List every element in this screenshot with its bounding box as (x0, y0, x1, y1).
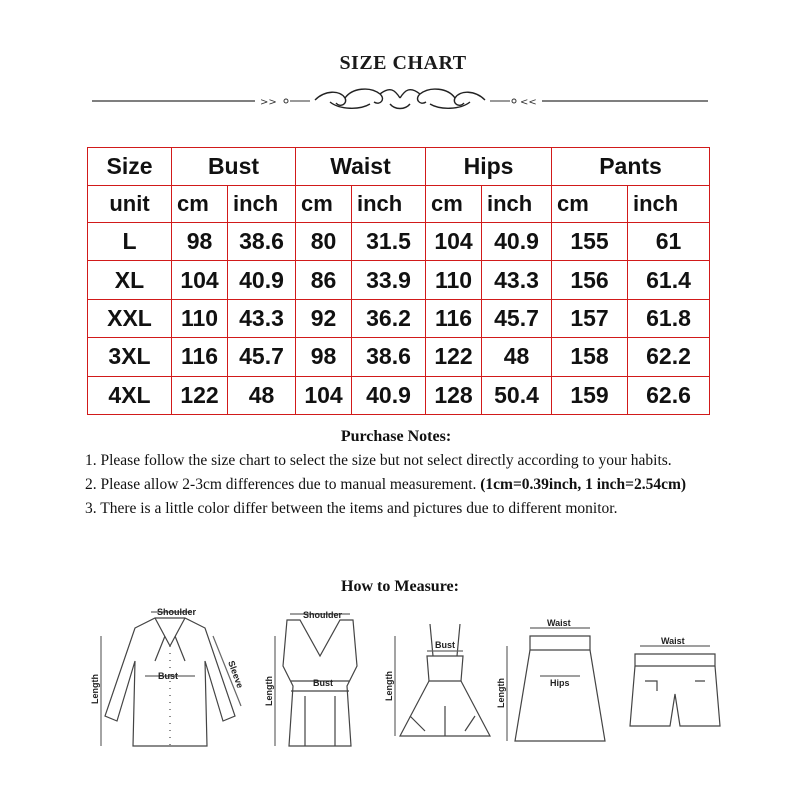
unit-cell: cm (426, 186, 482, 223)
table-cell: 61 (628, 223, 710, 261)
table-row (88, 299, 710, 337)
size-label: XXL (88, 299, 172, 337)
bust-label: Bust (313, 678, 333, 688)
note-2-text: 2. Please allow 2-3cm differences due to manual measurement. (85, 476, 481, 493)
size-label: 4XL (88, 376, 172, 414)
table-row (88, 261, 710, 299)
table-header-row (88, 148, 710, 186)
table-cell: 38.6 (228, 223, 296, 261)
sleeve-label: Sleeve (226, 659, 246, 690)
table-cell: 104 (426, 223, 482, 261)
page-title: SIZE CHART (339, 52, 467, 74)
hips-label: Hips (550, 678, 570, 688)
header-waist: Waist (296, 148, 426, 186)
table-cell: 156 (552, 261, 628, 299)
table-cell: 62.2 (628, 338, 710, 376)
unit-cell: inch (482, 186, 552, 223)
table-cell: 45.7 (228, 338, 296, 376)
table-cell: 104 (296, 376, 352, 414)
purchase-notes (85, 425, 725, 521)
unit-cell: inch (228, 186, 296, 223)
size-label: XL (88, 261, 172, 299)
header-pants: Pants (552, 148, 710, 186)
table-cell: 157 (552, 299, 628, 337)
table-cell: 158 (552, 338, 628, 376)
table-cell: 116 (172, 338, 228, 376)
size-chart-table (87, 147, 710, 415)
table-cell: 62.6 (628, 376, 710, 414)
table-unit-row (88, 186, 710, 223)
shorts-diagram (630, 646, 720, 726)
unit-cell: cm (172, 186, 228, 223)
table-cell: 155 (552, 223, 628, 261)
waist-label: Waist (547, 618, 571, 628)
table-cell: 86 (296, 261, 352, 299)
shoulder-label: Shoulder (303, 610, 343, 620)
length-label: Length (496, 678, 506, 708)
bust-label: Bust (435, 640, 455, 650)
unit-label: unit (88, 186, 172, 223)
table-cell: 31.5 (352, 223, 426, 261)
table-cell: 48 (228, 376, 296, 414)
unit-cell: cm (296, 186, 352, 223)
table-cell: 104 (172, 261, 228, 299)
waist-label: Waist (661, 636, 685, 646)
measurement-illustrations (90, 606, 735, 766)
table-cell: 36.2 (352, 299, 426, 337)
shoulder-label: Shoulder (157, 607, 197, 617)
svg-text:<<: << (520, 97, 537, 108)
table-cell: 43.3 (482, 261, 552, 299)
bust-label: Bust (158, 671, 178, 681)
table-cell: 128 (426, 376, 482, 414)
ornament-divider (90, 80, 710, 120)
table-cell: 92 (296, 299, 352, 337)
table-row (88, 223, 710, 261)
table-cell: 159 (552, 376, 628, 414)
svg-text:>>: >> (260, 97, 277, 108)
header-size: Size (88, 148, 172, 186)
length-label: Length (384, 671, 394, 701)
table-cell: 61.4 (628, 261, 710, 299)
measure-heading: How to Measure: (341, 578, 459, 595)
table-cell: 98 (296, 338, 352, 376)
table-cell: 38.6 (352, 338, 426, 376)
table-cell: 110 (426, 261, 482, 299)
unit-cell: inch (352, 186, 426, 223)
table-cell: 61.8 (628, 299, 710, 337)
length-label: Length (264, 676, 274, 706)
table-cell: 98 (172, 223, 228, 261)
table-cell: 40.9 (228, 261, 296, 299)
notes-heading: Purchase Notes: (340, 428, 452, 445)
table-row (88, 338, 710, 376)
header-bust: Bust (172, 148, 296, 186)
table-cell: 110 (172, 299, 228, 337)
size-label: L (88, 223, 172, 261)
table-cell: 122 (172, 376, 228, 414)
table-cell: 122 (426, 338, 482, 376)
table-cell: 40.9 (482, 223, 552, 261)
header-hips: Hips (426, 148, 552, 186)
table-cell: 40.9 (352, 376, 426, 414)
table-cell: 48 (482, 338, 552, 376)
conversion-note: (1cm=0.39inch, 1 inch=2.54cm) (480, 476, 687, 493)
size-label: 3XL (88, 338, 172, 376)
unit-cell: cm (552, 186, 628, 223)
note-3: 3. There is a little color differ between the items and pictures due to different monitor. (85, 500, 618, 517)
length-label: Length (90, 674, 100, 704)
note-1: 1. Please follow the size chart to select the size but not select directly according to your habits. (85, 452, 672, 469)
table-cell: 116 (426, 299, 482, 337)
table-cell: 33.9 (352, 261, 426, 299)
unit-cell: inch (628, 186, 710, 223)
table-row (88, 376, 710, 414)
table-cell: 80 (296, 223, 352, 261)
table-cell: 50.4 (482, 376, 552, 414)
table-cell: 43.3 (228, 299, 296, 337)
table-cell: 45.7 (482, 299, 552, 337)
note-2 (85, 473, 725, 497)
